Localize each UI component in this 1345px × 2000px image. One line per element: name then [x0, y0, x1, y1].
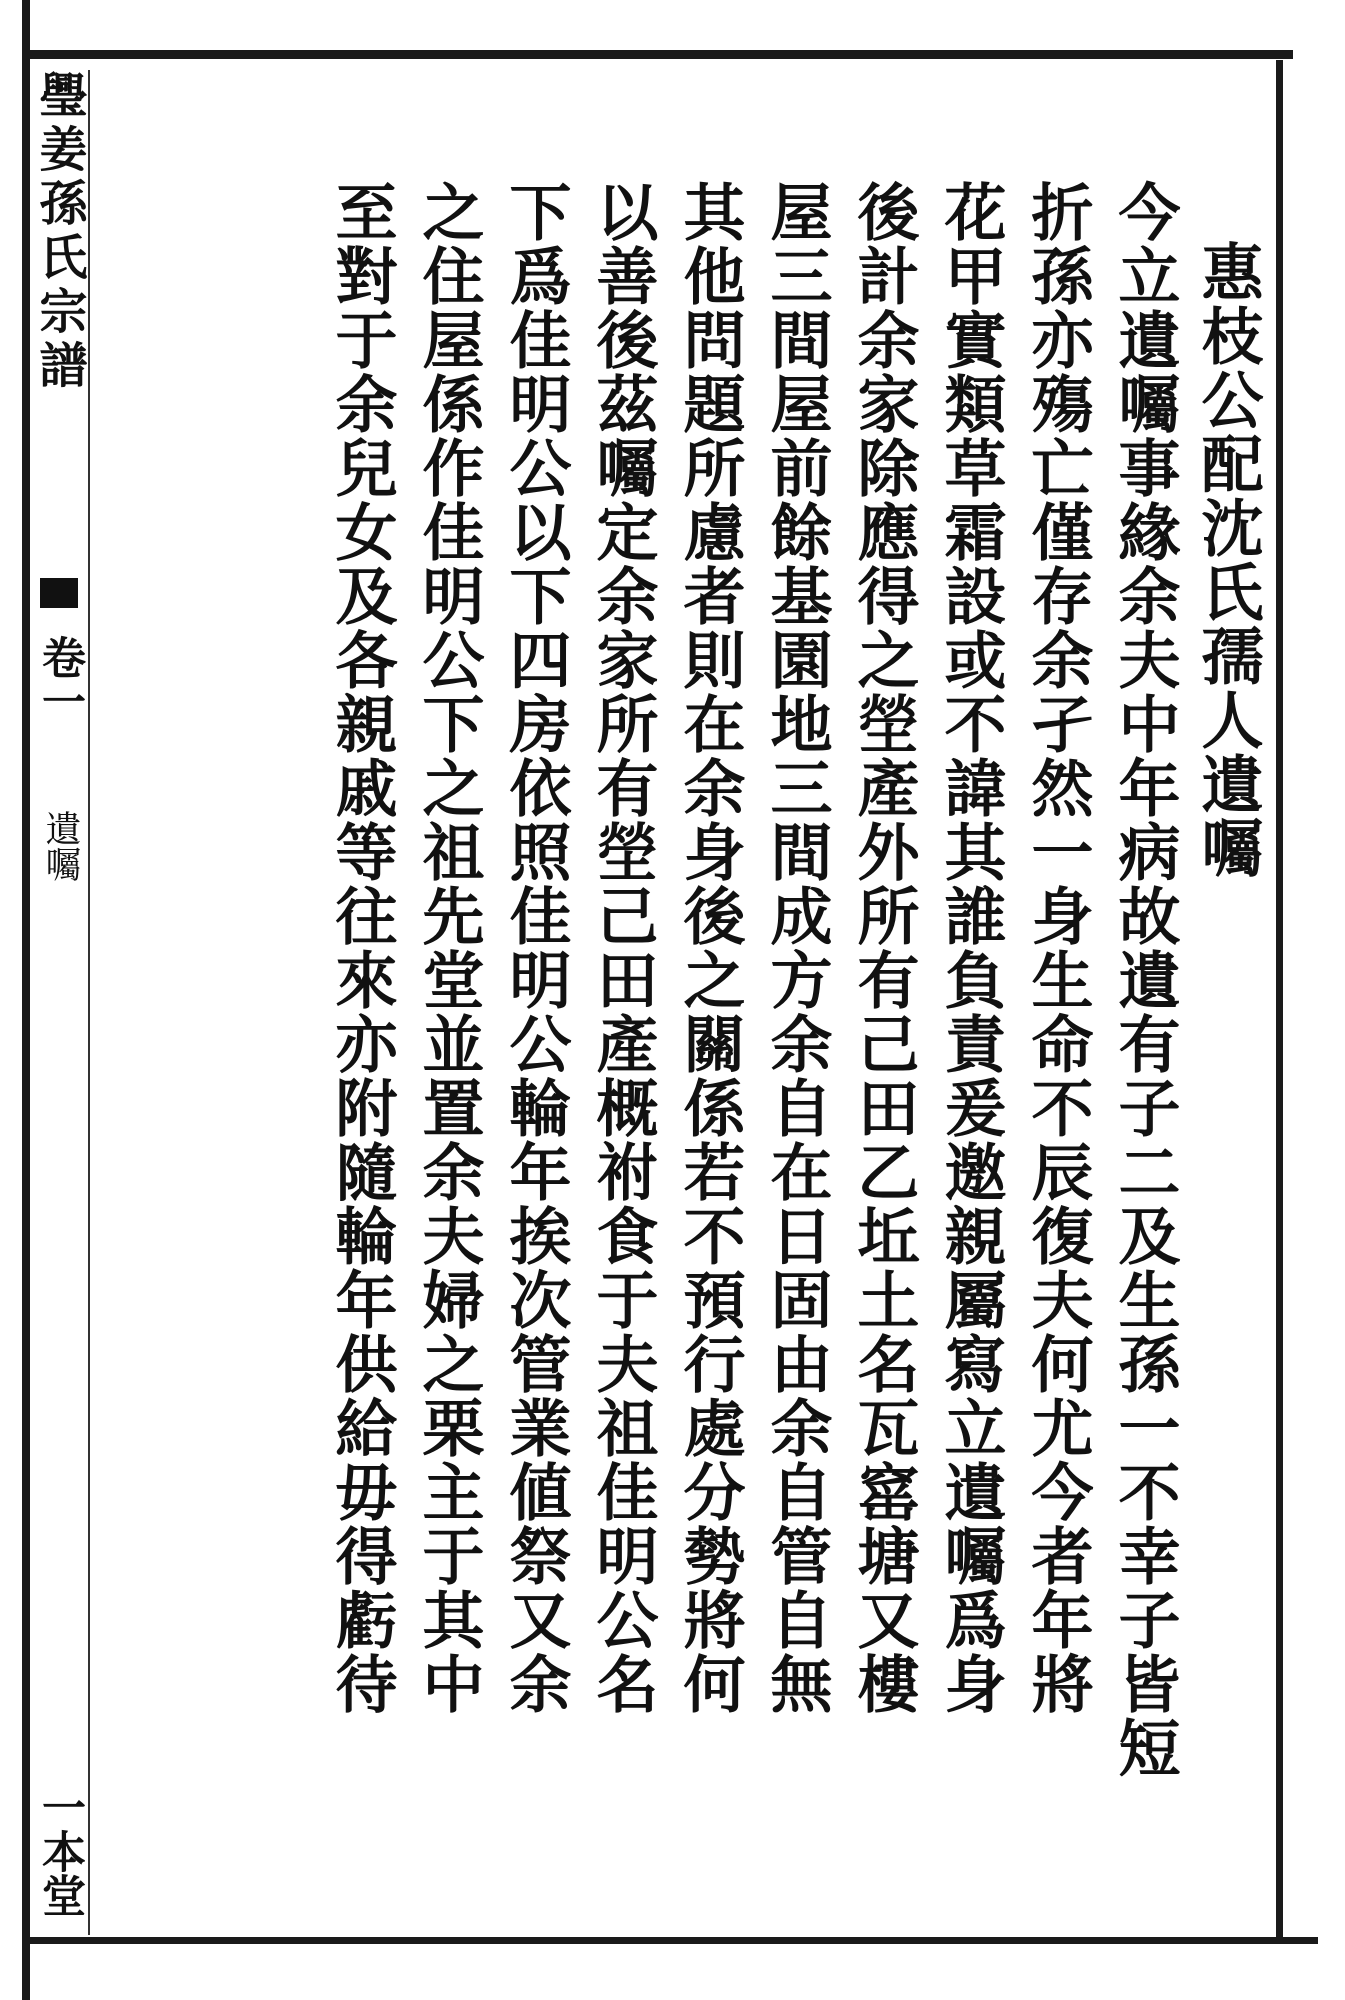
section-label: 遺囑: [40, 810, 81, 882]
text-column-1: 今立遺囑事緣余夫中年病故遺有子二及生孫一不幸子皆短: [1108, 180, 1181, 1780]
text-column-2: 折孫亦殤亡僅存余孑然一身生命不辰復夫何尤今者年將: [1021, 180, 1094, 1716]
text-column-4: 後計余家除應得之塋產外所有己田乙坵土名瓦窰塘又樓: [847, 180, 920, 1716]
margin-band: [32, 70, 86, 1930]
text-column-5: 屋三間屋前餘基園地三間成方余自在日固由余自管自無: [760, 180, 833, 1716]
genealogy-title: 璺姜孫氏宗譜: [31, 70, 87, 394]
text-column-10: 至對于余兒女及各親戚等往來亦附隨輪年供給毋得虧待: [325, 180, 398, 1716]
text-column-9: 之住屋係作佳明公下之祖先堂並置余夫婦之栗主于其中: [412, 180, 485, 1716]
hall-name: 一本堂: [34, 1785, 85, 1917]
text-column-3: 花甲實類草霜設或不諱其誰負責爰邀親屬寫立遺囑爲身: [934, 180, 1007, 1716]
text-column-8: 下爲佳明公以下四房依照佳明公輪年挨次管業値祭又余: [499, 180, 572, 1716]
text-column-7: 以善後茲囑定余家所有塋己田產概祔食于夫祖佳明公名: [586, 180, 659, 1716]
margin-divider-rule: [88, 70, 90, 1935]
text-column-6: 其他問題所慮者則在余身後之關係若不預行處分勢將何: [673, 180, 746, 1716]
fish-tail-mark: [40, 578, 78, 608]
top-frame-rule: [28, 50, 1293, 59]
will-heading: 惠枝公配沈氏孺人遺囑: [1191, 240, 1264, 880]
volume-label: 卷一: [34, 635, 85, 723]
right-frame-rule: [1276, 60, 1283, 1940]
bottom-frame-rule: [28, 1937, 1318, 1944]
left-edge-border: [22, 0, 30, 2000]
